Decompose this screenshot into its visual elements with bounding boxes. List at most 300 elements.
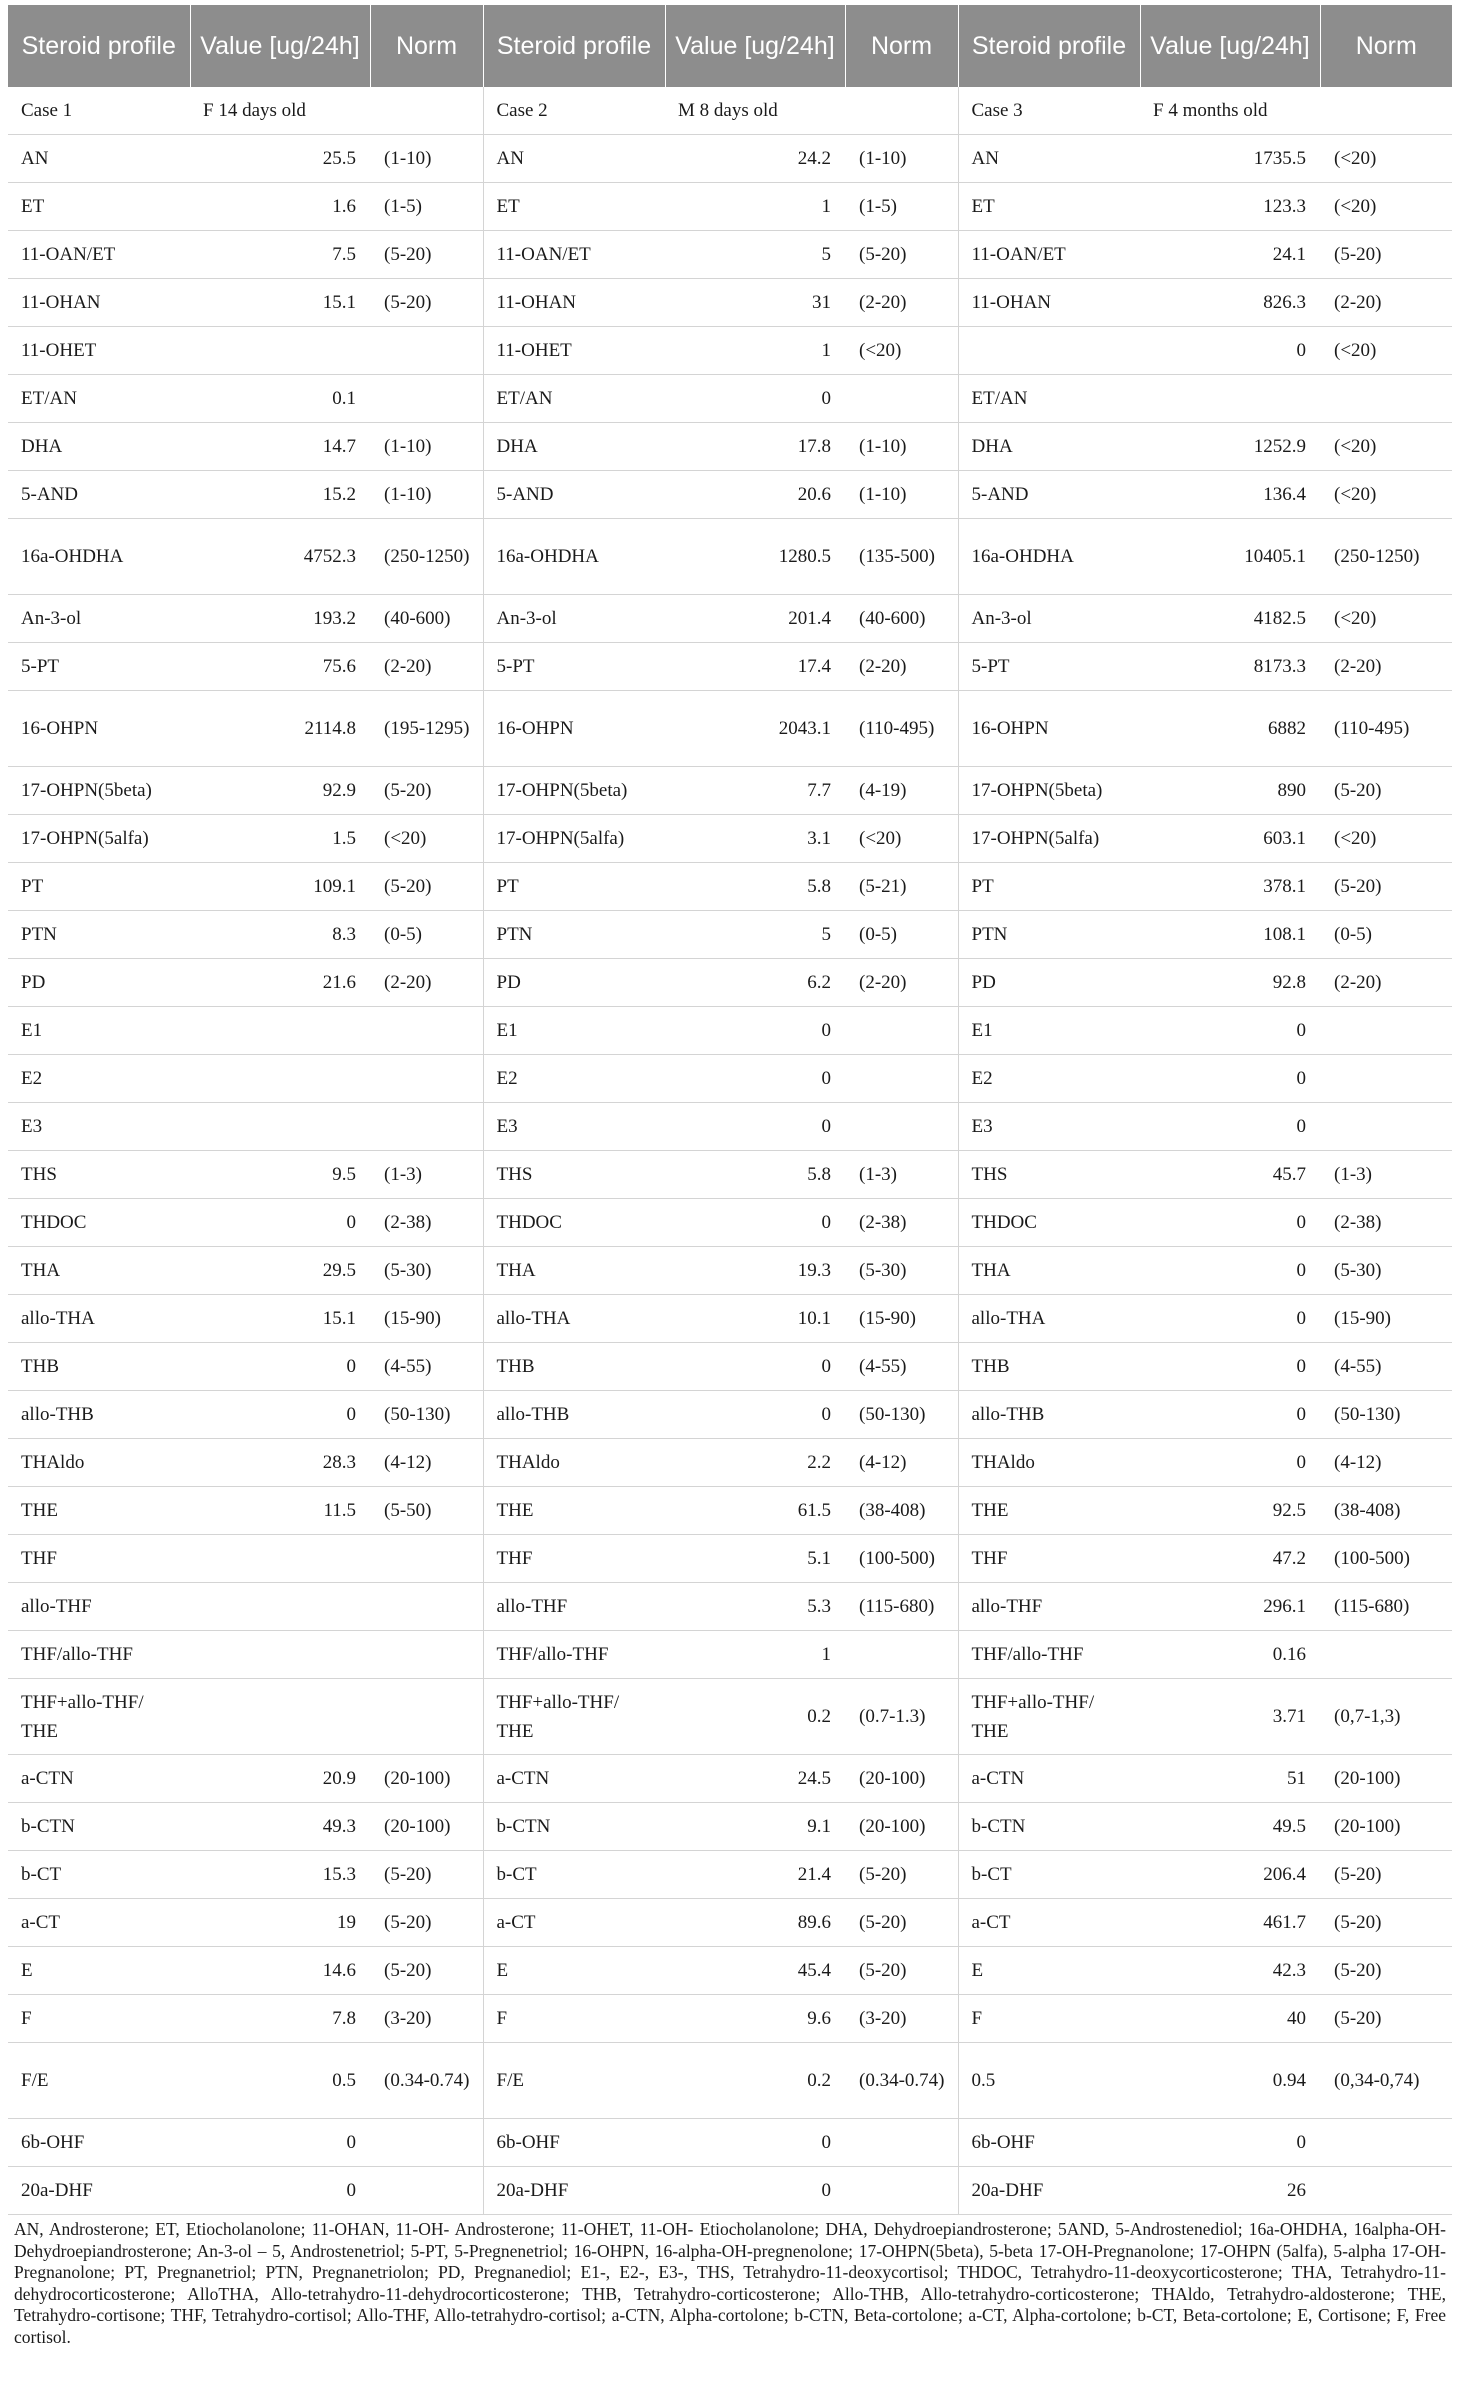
value-cell: 2.2 — [665, 1439, 845, 1487]
steroid-name-cell: THA — [483, 1247, 665, 1295]
norm-cell: (50-130) — [370, 1391, 483, 1439]
norm-cell: (2-20) — [1320, 279, 1452, 327]
steroid-name-cell: Case 1 — [8, 87, 190, 135]
value-cell: 15.3 — [190, 1851, 370, 1899]
steroid-name-cell: F — [8, 1995, 190, 2043]
value-cell: 5 — [665, 231, 845, 279]
norm-cell: (110-495) — [845, 691, 958, 767]
value-cell: 42.3 — [1140, 1947, 1320, 1995]
value-cell: 10.1 — [665, 1295, 845, 1343]
value-cell: 0 — [1140, 327, 1320, 375]
norm-cell: (<20) — [1320, 471, 1452, 519]
steroid-name-cell: a-CTN — [483, 1755, 665, 1803]
value-cell: 45.4 — [665, 1947, 845, 1995]
steroid-name-cell: F — [958, 1995, 1140, 2043]
table-row — [8, 1535, 1452, 1583]
value-cell — [190, 1007, 370, 1055]
steroid-name-cell: b-CT — [958, 1851, 1140, 1899]
steroid-name-cell: PD — [8, 959, 190, 1007]
table-row — [8, 815, 1452, 863]
value-cell: 0 — [1140, 1007, 1320, 1055]
value-cell: 0 — [665, 1103, 845, 1151]
value-cell: 108.1 — [1140, 911, 1320, 959]
table-row — [8, 2119, 1452, 2167]
value-cell: 45.7 — [1140, 1151, 1320, 1199]
value-cell: 92.9 — [190, 767, 370, 815]
value-cell: M 8 days old — [665, 87, 845, 135]
steroid-name-cell: F/E — [483, 2043, 665, 2119]
value-cell: 2114.8 — [190, 691, 370, 767]
norm-cell: (1-10) — [845, 471, 958, 519]
steroid-name-cell: THB — [8, 1343, 190, 1391]
norm-cell — [845, 1631, 958, 1679]
steroid-name-cell: AN — [958, 135, 1140, 183]
norm-cell: (4-55) — [845, 1343, 958, 1391]
steroid-name-cell: THB — [958, 1343, 1140, 1391]
value-cell: 4752.3 — [190, 519, 370, 595]
table-row — [8, 595, 1452, 643]
norm-cell: (38-408) — [845, 1487, 958, 1535]
norm-cell: (5-30) — [845, 1247, 958, 1295]
norm-cell: (<20) — [1320, 423, 1452, 471]
table-row — [8, 1899, 1452, 1947]
steroid-name-cell: allo-THB — [8, 1391, 190, 1439]
value-cell: 0 — [665, 1343, 845, 1391]
norm-cell: (20-100) — [845, 1803, 958, 1851]
steroid-name-cell: b-CT — [8, 1851, 190, 1899]
steroid-name-cell: allo-THF — [8, 1583, 190, 1631]
steroid-name-cell: DHA — [958, 423, 1140, 471]
value-cell: 21.6 — [190, 959, 370, 1007]
norm-cell: (5-50) — [370, 1487, 483, 1535]
value-cell: 0 — [665, 1055, 845, 1103]
norm-cell — [370, 327, 483, 375]
value-cell: 20.6 — [665, 471, 845, 519]
steroid-name-cell: allo-THB — [483, 1391, 665, 1439]
value-cell: 0 — [665, 2167, 845, 2215]
norm-cell: (5-20) — [370, 279, 483, 327]
norm-cell: (1-3) — [1320, 1151, 1452, 1199]
table-row — [8, 1439, 1452, 1487]
table-row — [8, 471, 1452, 519]
steroid-name-cell: allo-THA — [958, 1295, 1140, 1343]
value-cell: 19 — [190, 1899, 370, 1947]
steroid-name-cell: 16a-OHDHA — [8, 519, 190, 595]
norm-cell: (4-55) — [370, 1343, 483, 1391]
norm-cell: (3-20) — [370, 1995, 483, 2043]
norm-cell: (0,7-1,3) — [1320, 1679, 1452, 1755]
table-row — [8, 2043, 1452, 2119]
steroid-name-cell: 6b-OHF — [8, 2119, 190, 2167]
table-row — [8, 959, 1452, 1007]
steroid-name-cell: THB — [483, 1343, 665, 1391]
steroid-name-cell: 6b-OHF — [958, 2119, 1140, 2167]
value-cell: 461.7 — [1140, 1899, 1320, 1947]
norm-cell: (5-20) — [370, 1851, 483, 1899]
norm-cell: (<20) — [845, 327, 958, 375]
column-header: Value [ug/24h] — [665, 5, 845, 87]
steroid-name-cell: THF+allo-THF/ THE — [8, 1679, 190, 1755]
value-cell: 136.4 — [1140, 471, 1320, 519]
steroid-name-cell: 16a-OHDHA — [483, 519, 665, 595]
value-cell: 47.2 — [1140, 1535, 1320, 1583]
norm-cell: (5-30) — [370, 1247, 483, 1295]
steroid-name-cell: 5-PT — [483, 643, 665, 691]
steroid-name-cell: 17-OHPN(5beta) — [958, 767, 1140, 815]
steroid-name-cell: THS — [8, 1151, 190, 1199]
table-row — [8, 1995, 1452, 2043]
column-header: Norm — [845, 5, 958, 87]
norm-cell: (20-100) — [1320, 1755, 1452, 1803]
value-cell — [190, 1055, 370, 1103]
norm-cell — [1320, 1103, 1452, 1151]
norm-cell: (<20) — [1320, 815, 1452, 863]
norm-cell: (5-20) — [1320, 231, 1452, 279]
steroid-name-cell: 11-OAN/ET — [958, 231, 1140, 279]
steroid-name-cell — [958, 327, 1140, 375]
value-cell — [190, 1583, 370, 1631]
norm-cell: (<20) — [1320, 595, 1452, 643]
value-cell: 61.5 — [665, 1487, 845, 1535]
value-cell: 10405.1 — [1140, 519, 1320, 595]
value-cell: 123.3 — [1140, 183, 1320, 231]
steroid-name-cell: THF/allo-THF — [8, 1631, 190, 1679]
value-cell: 92.5 — [1140, 1487, 1320, 1535]
value-cell: 0 — [190, 2167, 370, 2215]
value-cell: 0 — [1140, 1103, 1320, 1151]
norm-cell: (4-12) — [1320, 1439, 1452, 1487]
steroid-name-cell: THA — [958, 1247, 1140, 1295]
steroid-name-cell: THAldo — [8, 1439, 190, 1487]
value-cell: 29.5 — [190, 1247, 370, 1295]
steroid-name-cell: 11-OHAN — [483, 279, 665, 327]
steroid-name-cell: 20a-DHF — [8, 2167, 190, 2215]
norm-cell: (2-20) — [1320, 959, 1452, 1007]
norm-cell: (50-130) — [1320, 1391, 1452, 1439]
value-cell: 92.8 — [1140, 959, 1320, 1007]
value-cell: 826.3 — [1140, 279, 1320, 327]
column-header: Steroid profile — [958, 5, 1140, 87]
norm-cell — [370, 2119, 483, 2167]
value-cell: 0.5 — [190, 2043, 370, 2119]
steroid-name-cell: THF — [958, 1535, 1140, 1583]
steroid-name-cell: a-CT — [958, 1899, 1140, 1947]
value-cell: 0 — [1140, 1055, 1320, 1103]
steroid-name-cell: ET/AN — [483, 375, 665, 423]
value-cell: 0 — [190, 1391, 370, 1439]
table-row — [8, 1055, 1452, 1103]
norm-cell: (195-1295) — [370, 691, 483, 767]
table-row — [8, 1487, 1452, 1535]
value-cell: 0.1 — [190, 375, 370, 423]
norm-cell: (100-500) — [1320, 1535, 1452, 1583]
table-row — [8, 911, 1452, 959]
norm-cell — [845, 1103, 958, 1151]
steroid-name-cell: DHA — [483, 423, 665, 471]
table-row — [8, 1151, 1452, 1199]
value-cell: 1735.5 — [1140, 135, 1320, 183]
value-cell: 49.3 — [190, 1803, 370, 1851]
norm-cell: (250-1250) — [1320, 519, 1452, 595]
value-cell: 7.5 — [190, 231, 370, 279]
value-cell: 378.1 — [1140, 863, 1320, 911]
value-cell: 89.6 — [665, 1899, 845, 1947]
norm-cell — [370, 1583, 483, 1631]
table-row — [8, 1803, 1452, 1851]
table-row — [8, 1851, 1452, 1899]
steroid-name-cell: DHA — [8, 423, 190, 471]
value-cell: 296.1 — [1140, 1583, 1320, 1631]
value-cell: 0 — [1140, 1247, 1320, 1295]
value-cell: 603.1 — [1140, 815, 1320, 863]
value-cell: 0 — [665, 1007, 845, 1055]
steroid-name-cell: THE — [483, 1487, 665, 1535]
steroid-name-cell: 11-OAN/ET — [8, 231, 190, 279]
norm-cell: (4-19) — [845, 767, 958, 815]
table-row — [8, 2167, 1452, 2215]
steroid-name-cell: 6b-OHF — [483, 2119, 665, 2167]
steroid-name-cell: ET — [958, 183, 1140, 231]
norm-cell: (5-20) — [370, 767, 483, 815]
value-cell: 9.5 — [190, 1151, 370, 1199]
norm-cell: (5-20) — [370, 1899, 483, 1947]
steroid-name-cell: THF/allo-THF — [483, 1631, 665, 1679]
norm-cell: (100-500) — [845, 1535, 958, 1583]
steroid-name-cell: 17-OHPN(5alfa) — [958, 815, 1140, 863]
norm-cell: (2-20) — [1320, 643, 1452, 691]
norm-cell: (0.34-0.74) — [845, 2043, 958, 2119]
value-cell: 51 — [1140, 1755, 1320, 1803]
steroid-profile-table-container — [8, 5, 1452, 2348]
value-cell: 1252.9 — [1140, 423, 1320, 471]
steroid-name-cell: E2 — [483, 1055, 665, 1103]
steroid-name-cell: E — [8, 1947, 190, 1995]
value-cell: 109.1 — [190, 863, 370, 911]
table-row — [8, 1007, 1452, 1055]
value-cell: 15.2 — [190, 471, 370, 519]
value-cell: 0.2 — [665, 2043, 845, 2119]
value-cell: 21.4 — [665, 1851, 845, 1899]
norm-cell: (5-20) — [1320, 863, 1452, 911]
value-cell: 0 — [665, 2119, 845, 2167]
norm-cell: (15-90) — [1320, 1295, 1452, 1343]
norm-cell: (5-20) — [845, 1899, 958, 1947]
steroid-name-cell: allo-THA — [483, 1295, 665, 1343]
table-header — [8, 5, 1452, 87]
norm-cell: (2-38) — [1320, 1199, 1452, 1247]
value-cell: 0 — [1140, 1199, 1320, 1247]
value-cell: 1 — [665, 327, 845, 375]
norm-cell: (1-10) — [370, 423, 483, 471]
steroid-name-cell: 11-OHAN — [958, 279, 1140, 327]
norm-cell — [370, 1103, 483, 1151]
steroid-name-cell: b-CTN — [483, 1803, 665, 1851]
steroid-name-cell: 5-AND — [8, 471, 190, 519]
value-cell: 0 — [190, 2119, 370, 2167]
steroid-name-cell: 16-OHPN — [958, 691, 1140, 767]
norm-cell: (2-38) — [845, 1199, 958, 1247]
steroid-name-cell: 11-OHET — [8, 327, 190, 375]
norm-cell: (0-5) — [845, 911, 958, 959]
norm-cell — [370, 2167, 483, 2215]
steroid-name-cell: ET/AN — [958, 375, 1140, 423]
value-cell: 0 — [665, 1391, 845, 1439]
steroid-name-cell: THF — [8, 1535, 190, 1583]
norm-cell: (2-38) — [370, 1199, 483, 1247]
value-cell: 1.5 — [190, 815, 370, 863]
value-cell: 17.8 — [665, 423, 845, 471]
value-cell: 0 — [665, 375, 845, 423]
steroid-name-cell: E2 — [8, 1055, 190, 1103]
header-row — [8, 5, 1452, 87]
column-header: Norm — [370, 5, 483, 87]
value-cell: 0 — [1140, 2119, 1320, 2167]
steroid-name-cell: ET — [483, 183, 665, 231]
value-cell: 5.8 — [665, 1151, 845, 1199]
value-cell: 9.1 — [665, 1803, 845, 1851]
value-cell: 1280.5 — [665, 519, 845, 595]
steroid-name-cell: a-CT — [8, 1899, 190, 1947]
norm-cell — [370, 1535, 483, 1583]
norm-cell: (5-20) — [845, 231, 958, 279]
column-header: Value [ug/24h] — [1140, 5, 1320, 87]
value-cell: 0 — [190, 1199, 370, 1247]
value-cell: 11.5 — [190, 1487, 370, 1535]
steroid-name-cell: THF+allo-THF/ THE — [958, 1679, 1140, 1755]
steroid-name-cell: THAldo — [958, 1439, 1140, 1487]
steroid-name-cell: allo-THA — [8, 1295, 190, 1343]
value-cell: 14.6 — [190, 1947, 370, 1995]
steroid-name-cell: b-CTN — [8, 1803, 190, 1851]
table-footnote: AN, Androsterone; ET, Etiocholanolone; 11-OHAN, 11-OH- Androsterone; 11-OHET, 11-OH- Etiocholanolone; DHA, Dehydroepiandrosterone; 5AND, 5-Androstenediol; 16a-OHDHA, 16alpha-OH-Dehydroepiandrosterone; An-3-ol – 5, Androstenetriol; 5-PT, 5-Pregnenetriol; 16-OHPN, 16-alpha-OH-pregnenolone; 17-OHPN(5beta), 5-beta 17-OH-Pregnanolone; 17-OHPN (5alfa), 5-alpha 17-OH-Pregnanolone; PT, Pregnanetriol; PTN, Pregnanetriolon; PD, Pregnanediol; E1-, E2-, E3-, THS, Tetrahydro-11-deoxycortisol; THDOC, Tetrahydro-11-deoxycorticosterone; THA, Tetrahydro-11-dehydrocorticosterone; AlloTHA, Allo-tetrahydro-11-dehydrocorticosterone; THB, Tetrahydro-corticosterone; Allo-THB, Allo-tetrahydro-corticosterone; THAldo, Tetrahydro-aldosterone; THE, Tetrahydro-cortisone; THF, Tetrahydro-cortisol; Allo-THF, Allo-tetrahydro-cortisol; a-CTN, Alpha-cortolone; b-CTN, Beta-cortolone; a-CT, Alpha-cortolone; b-CT, Beta-cortolone; E, Cortisone; F, Free cortisol. — [14, 2219, 1446, 2347]
norm-cell: (5-20) — [845, 1851, 958, 1899]
value-cell: 15.1 — [190, 1295, 370, 1343]
steroid-name-cell: 11-OHAN — [8, 279, 190, 327]
value-cell: 3.1 — [665, 815, 845, 863]
norm-cell: (1-5) — [370, 183, 483, 231]
norm-cell: (1-10) — [370, 135, 483, 183]
steroid-name-cell: PT — [8, 863, 190, 911]
value-cell: 0 — [1140, 1391, 1320, 1439]
table-row — [8, 135, 1452, 183]
steroid-name-cell: allo-THB — [958, 1391, 1140, 1439]
steroid-name-cell: THF — [483, 1535, 665, 1583]
norm-cell: (<20) — [1320, 327, 1452, 375]
norm-cell: (5-21) — [845, 863, 958, 911]
steroid-name-cell: F/E — [8, 2043, 190, 2119]
norm-cell: (4-12) — [370, 1439, 483, 1487]
norm-cell: (1-10) — [845, 135, 958, 183]
value-cell — [190, 1679, 370, 1755]
steroid-name-cell: E1 — [483, 1007, 665, 1055]
steroid-name-cell: 20a-DHF — [958, 2167, 1140, 2215]
steroid-name-cell: An-3-ol — [958, 595, 1140, 643]
norm-cell: (110-495) — [1320, 691, 1452, 767]
norm-cell: (40-600) — [370, 595, 483, 643]
norm-cell: (20-100) — [845, 1755, 958, 1803]
steroid-name-cell: b-CT — [483, 1851, 665, 1899]
value-cell — [190, 1631, 370, 1679]
norm-cell — [370, 1007, 483, 1055]
norm-cell: (0-5) — [1320, 911, 1452, 959]
value-cell: 6882 — [1140, 691, 1320, 767]
value-cell: 19.3 — [665, 1247, 845, 1295]
norm-cell: (5-20) — [370, 1947, 483, 1995]
steroid-name-cell: An-3-ol — [8, 595, 190, 643]
table-row — [8, 643, 1452, 691]
table-row — [8, 1247, 1452, 1295]
norm-cell: (115-680) — [1320, 1583, 1452, 1631]
steroid-name-cell: THF+allo-THF/ THE — [483, 1679, 665, 1755]
norm-cell — [1320, 1631, 1452, 1679]
norm-cell — [370, 1679, 483, 1755]
norm-cell — [845, 87, 958, 135]
table-row — [8, 375, 1452, 423]
norm-cell: (<20) — [1320, 183, 1452, 231]
value-cell: 2043.1 — [665, 691, 845, 767]
norm-cell: (5-20) — [370, 231, 483, 279]
table-row — [8, 423, 1452, 471]
steroid-name-cell: PD — [483, 959, 665, 1007]
norm-cell: (2-20) — [370, 959, 483, 1007]
steroid-name-cell: 16-OHPN — [483, 691, 665, 767]
steroid-name-cell: allo-THF — [483, 1583, 665, 1631]
value-cell — [190, 327, 370, 375]
steroid-name-cell: THF/allo-THF — [958, 1631, 1140, 1679]
norm-cell: (2-20) — [845, 959, 958, 1007]
column-header: Norm — [1320, 5, 1452, 87]
table-row — [8, 1755, 1452, 1803]
value-cell: 0.94 — [1140, 2043, 1320, 2119]
norm-cell — [1320, 87, 1452, 135]
value-cell: 49.5 — [1140, 1803, 1320, 1851]
steroid-name-cell: AN — [483, 135, 665, 183]
value-cell: 14.7 — [190, 423, 370, 471]
norm-cell: (115-680) — [845, 1583, 958, 1631]
steroid-name-cell: 11-OAN/ET — [483, 231, 665, 279]
value-cell: 5.8 — [665, 863, 845, 911]
table-row — [8, 1631, 1452, 1679]
value-cell: 0 — [190, 1343, 370, 1391]
table-row — [8, 1679, 1452, 1755]
steroid-name-cell: 20a-DHF — [483, 2167, 665, 2215]
steroid-name-cell: THS — [958, 1151, 1140, 1199]
norm-cell — [370, 87, 483, 135]
value-cell: 193.2 — [190, 595, 370, 643]
norm-cell: (0.34-0.74) — [370, 2043, 483, 2119]
steroid-name-cell: PT — [483, 863, 665, 911]
steroid-name-cell: THE — [8, 1487, 190, 1535]
table-row — [8, 1295, 1452, 1343]
norm-cell: (250-1250) — [370, 519, 483, 595]
norm-cell: (15-90) — [845, 1295, 958, 1343]
steroid-name-cell: 16-OHPN — [8, 691, 190, 767]
column-header: Steroid profile — [8, 5, 190, 87]
norm-cell: (<20) — [845, 815, 958, 863]
norm-cell: (<20) — [370, 815, 483, 863]
table-row — [8, 183, 1452, 231]
steroid-name-cell: 17-OHPN(5beta) — [483, 767, 665, 815]
norm-cell: (5-20) — [1320, 1947, 1452, 1995]
steroid-name-cell: THAldo — [483, 1439, 665, 1487]
value-cell: 31 — [665, 279, 845, 327]
norm-cell: (20-100) — [370, 1755, 483, 1803]
value-cell: 75.6 — [190, 643, 370, 691]
norm-cell — [1320, 2167, 1452, 2215]
steroid-name-cell: 16a-OHDHA — [958, 519, 1140, 595]
value-cell: F 4 months old — [1140, 87, 1320, 135]
value-cell: 206.4 — [1140, 1851, 1320, 1899]
